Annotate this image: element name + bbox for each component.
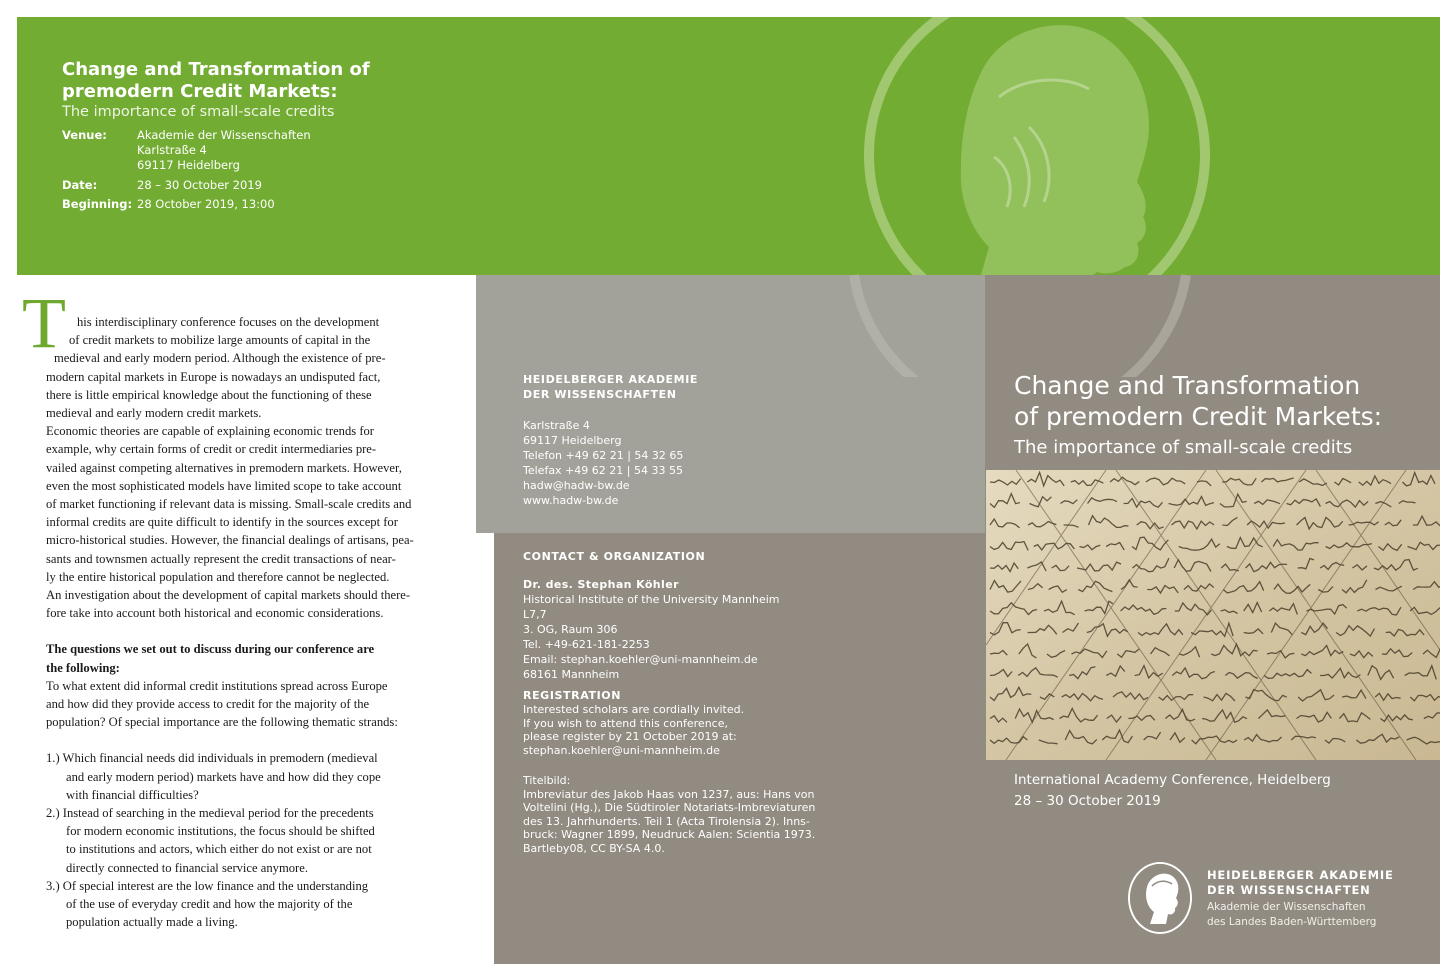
registration-heading: REGISTRATION bbox=[523, 689, 622, 702]
titelbild-credit bbox=[523, 774, 815, 855]
address-line: www.hadw-bw.de bbox=[523, 494, 619, 507]
body-line: informal credits are quite difficult to identify in the sources except for bbox=[46, 515, 398, 530]
description-text bbox=[46, 313, 430, 932]
banner-subtitle: The importance of small-scale credits bbox=[62, 104, 335, 120]
venue-line-3: 69117 Heidelberg bbox=[137, 158, 240, 172]
intro-line: there is little empirical knowledge about the functioning of these bbox=[46, 387, 372, 402]
list-item-line: 3.) Of special interest are the low finance and the understanding bbox=[46, 878, 369, 893]
academy-name-line-2: DER WISSENSCHAFTEN bbox=[523, 388, 677, 401]
manuscript-image bbox=[986, 470, 1440, 760]
list-item-line: population actually made a living. bbox=[66, 915, 238, 930]
list-item-line: of the use of everyday credit and how the majority of the bbox=[66, 897, 353, 912]
credit-line: des 13. Jahrhunderts. Teil 1 (Acta Tirolensia 2). Inns- bbox=[523, 814, 810, 828]
spacer bbox=[46, 731, 430, 749]
contact-line: Email: stephan.koehler@uni-mannheim.de bbox=[523, 653, 758, 666]
questions-heading-line: the following: bbox=[46, 660, 120, 675]
conference-dates: 28 – 30 October 2019 bbox=[1014, 793, 1161, 809]
registration-line: please register by 21 October 2019 at: bbox=[523, 730, 737, 743]
logo-sub-line-2: des Landes Baden-Württemberg bbox=[1207, 916, 1377, 928]
list-item-line: for modern economic institutions, the focus should be shifted bbox=[66, 824, 375, 839]
emblem-ring-icon bbox=[849, 17, 1249, 377]
logo-name-line-1: HEIDELBERGER AKADEMIE bbox=[1207, 868, 1394, 882]
credit-line: Titelbild: bbox=[523, 774, 571, 787]
contact-line: 68161 Mannheim bbox=[523, 668, 620, 681]
banner-title-line-2: premodern Credit Markets: bbox=[62, 81, 338, 102]
credit-line: bruck: Wagner 1899, Neudruck Aalen: Scientia 1973. bbox=[523, 828, 816, 841]
registration-line: Interested scholars are cordially invited. bbox=[523, 703, 745, 716]
address-line: Telefon +49 62 21 | 54 32 65 bbox=[523, 449, 684, 462]
contact-line: L7,7 bbox=[523, 608, 547, 621]
registration-text bbox=[523, 703, 815, 757]
intro-line: of credit markets to mobilize large amounts of capital in the bbox=[69, 333, 371, 348]
cover-title bbox=[1014, 370, 1434, 432]
address-line: Karlstraße 4 bbox=[523, 419, 590, 432]
banner-title bbox=[62, 59, 422, 103]
address-line: 69117 Heidelberg bbox=[523, 434, 622, 447]
body-line: micro-historical studies. However, the financial dealings of artisans, pea- bbox=[46, 533, 414, 548]
contact-line: 3. OG, Raum 306 bbox=[523, 623, 618, 636]
body-line: vailed against competing alternatives in premodern markets. However, bbox=[46, 460, 402, 475]
credit-line: Imbreviatur des Jakob Haas von 1237, aus: Hans von bbox=[523, 787, 815, 801]
contact-heading: CONTACT & ORGANIZATION bbox=[523, 550, 706, 563]
contact-line: Historical Institute of the University Mannheim bbox=[523, 593, 780, 606]
list-item-line: 1.) Which financial needs did individuals in premodern (medieval bbox=[46, 751, 378, 766]
contact-details bbox=[523, 592, 815, 682]
intro-line: modern capital markets in Europe is nowadays an undisputed fact, bbox=[46, 369, 381, 384]
contact-block bbox=[523, 549, 815, 855]
academy-address bbox=[523, 418, 698, 508]
body-line: ly the entire historical population and therefore cannot be neglected. bbox=[46, 569, 390, 584]
body-line: population? Of special importance are the following thematic strands: bbox=[46, 715, 398, 730]
venue-label: Venue: bbox=[62, 128, 107, 142]
body-line: To what extent did informal credit institutions spread across Europe bbox=[46, 678, 388, 693]
venue-line-2: Karlstraße 4 bbox=[137, 143, 207, 157]
body-line: sants and townsmen actually represent the credit transactions of near- bbox=[46, 551, 396, 566]
registration-line: stephan.koehler@uni-mannheim.de bbox=[523, 743, 720, 757]
spacer bbox=[46, 622, 430, 640]
contact-line: Tel. +49-621-181-2253 bbox=[523, 638, 650, 651]
contact-name: Dr. des. Stephan Köhler bbox=[523, 578, 679, 591]
logo-name-line-2: DER WISSENSCHAFTEN bbox=[1207, 882, 1371, 897]
date-label: Date: bbox=[62, 178, 98, 192]
body-line: of market functioning if relevant data is missing. Small-scale credits and bbox=[46, 497, 412, 512]
list-item-line: 2.) Instead of searching in the medieval period for the precedents bbox=[46, 806, 374, 821]
list-item-line: to institutions and actors, which either do not exist or are not bbox=[66, 842, 372, 857]
cover-subtitle: The importance of small-scale credits bbox=[1014, 437, 1353, 458]
list-item-line: with financial difficulties? bbox=[66, 787, 199, 802]
body-line: and how did they provide access to credit for the majority of the bbox=[46, 697, 370, 712]
cover-title-line-1: Change and Transformation bbox=[1014, 371, 1361, 400]
body-line: Economic theories are capable of explaining economic trends for bbox=[46, 424, 375, 439]
manuscript-script-image bbox=[986, 470, 1440, 760]
cover-footer bbox=[1014, 770, 1331, 812]
credit-line: Voltelini (Hg.), Die Südtiroler Notariats-Imbreviaturen bbox=[523, 801, 816, 814]
registration-line: If you wish to attend this conference, bbox=[523, 716, 728, 730]
body-line: An investigation about the development of capital markets should there- bbox=[46, 588, 411, 603]
intro-line: his interdisciplinary conference focuses on the development bbox=[77, 315, 380, 329]
cover-title-line-2: of premodern Credit Markets: bbox=[1014, 402, 1383, 431]
venue-line-1: Akademie der Wissenschaften bbox=[137, 128, 311, 142]
questions-heading-line: The questions we set out to discuss during our conference are bbox=[46, 642, 375, 657]
logo-academy-name bbox=[1207, 868, 1394, 897]
academy-block bbox=[523, 372, 698, 508]
drop-cap: T bbox=[22, 283, 66, 363]
body-line: example, why certain forms of credit or credit intermediaries pre- bbox=[46, 442, 377, 457]
intro-line: medieval and early modern credit markets. bbox=[46, 406, 262, 421]
logo-academy-subtitle bbox=[1207, 900, 1376, 930]
address-line: Telefax +49 62 21 | 54 33 55 bbox=[523, 464, 683, 477]
body-line: fore take into account both historical and economic considerations. bbox=[46, 606, 384, 621]
list-item-line: and early modern period) markets have and how did they cope bbox=[66, 769, 381, 784]
academy-logo-icon bbox=[1128, 862, 1192, 934]
beginning-label: Beginning: bbox=[62, 197, 133, 211]
banner-title-line-1: Change and Transformation of bbox=[62, 59, 370, 80]
intro-line: medieval and early modern period. Although the existence of pre- bbox=[54, 351, 386, 366]
academy-name-line-1: HEIDELBERGER AKADEMIE bbox=[523, 373, 699, 386]
date-value: 28 – 30 October 2019 bbox=[137, 178, 262, 192]
credit-line: Bartleby08, CC BY-SA 4.0. bbox=[523, 841, 665, 855]
body-line: even the most sophisticated models have limited scope to take account bbox=[46, 478, 402, 493]
logo-sub-line-1: Akademie der Wissenschaften bbox=[1207, 901, 1366, 913]
conference-type: International Academy Conference, Heidelberg bbox=[1014, 772, 1331, 788]
address-line: hadw@hadw-bw.de bbox=[523, 479, 630, 492]
list-item-line: directly connected to financial service anymore. bbox=[66, 860, 308, 875]
beginning-value: 28 October 2019, 13:00 bbox=[137, 197, 275, 211]
